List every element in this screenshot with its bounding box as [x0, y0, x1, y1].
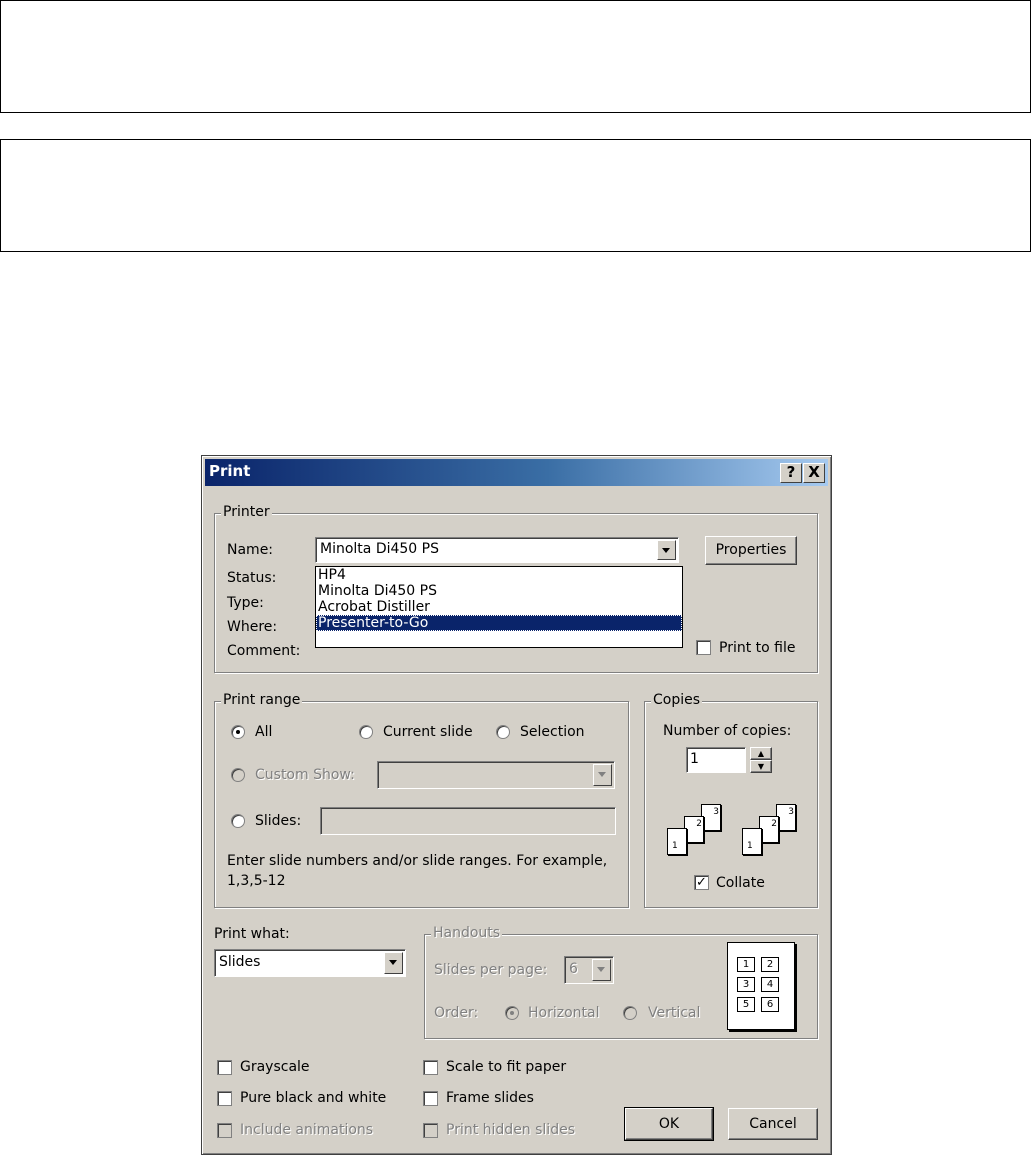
print-what-value: Slides [219, 954, 261, 970]
slides-per-page-value: 6 [569, 961, 578, 977]
custom-show-select[interactable] [377, 761, 615, 789]
include-animations-label: Include animations [240, 1122, 374, 1138]
range-all-radio[interactable] [231, 725, 245, 739]
printer-type-label: Type: [227, 595, 264, 611]
order-label: Order: [434, 1005, 479, 1021]
printer-name-label: Name: [227, 542, 274, 558]
printer-comment-label: Comment: [227, 643, 301, 659]
handout-cell: 4 [761, 977, 779, 992]
range-all-label: All [255, 724, 273, 740]
collate-page-3a-icon: 3 [701, 804, 721, 831]
grayscale-checkbox[interactable] [217, 1060, 232, 1075]
handout-layout-preview-icon [727, 942, 795, 1030]
properties-label: Properties [715, 542, 787, 558]
collate-page-1b-icon: 1 [742, 828, 762, 855]
scale-to-fit-checkbox[interactable] [423, 1060, 438, 1075]
empty-frame-second [0, 139, 1031, 252]
help-button[interactable]: ? [780, 463, 802, 483]
include-animations-checkbox[interactable] [217, 1123, 232, 1138]
dialog-title: Print [209, 462, 251, 480]
copies-spin-down[interactable]: ▼ [750, 760, 772, 773]
slides-input[interactable] [320, 807, 616, 835]
printer-option[interactable]: Minolta Di450 PS [318, 583, 437, 599]
title-bar [205, 459, 828, 486]
print-what-label: Print what: [214, 926, 290, 942]
order-vertical-label: Vertical [648, 1005, 701, 1021]
order-horizontal-label: Horizontal [528, 1005, 600, 1021]
chevron-down-icon[interactable] [592, 959, 611, 981]
cancel-label: Cancel [749, 1116, 797, 1132]
range-selection-label: Selection [520, 724, 585, 740]
printer-where-label: Where: [227, 619, 278, 635]
range-selection-radio[interactable] [496, 725, 510, 739]
printer-dropdown-list [315, 566, 683, 648]
print-to-file-checkbox[interactable] [696, 640, 711, 655]
handout-cell: 3 [737, 977, 755, 992]
range-current-label: Current slide [383, 724, 473, 740]
copies-label: Copies [653, 692, 701, 708]
handout-cell: 2 [761, 957, 779, 972]
collate-page-1a-icon: 1 [667, 828, 687, 855]
number-of-copies-label: Number of copies: [663, 723, 792, 739]
chevron-down-icon[interactable] [657, 540, 676, 560]
order-vertical-radio[interactable] [623, 1006, 637, 1020]
ok-button[interactable] [625, 1108, 713, 1140]
properties-button[interactable] [705, 536, 797, 565]
empty-frame-top [0, 0, 1031, 113]
grayscale-label: Grayscale [240, 1059, 310, 1075]
scale-to-fit-label: Scale to fit paper [446, 1059, 567, 1075]
close-button[interactable]: X [803, 463, 825, 483]
printer-option[interactable]: HP4 [318, 567, 346, 583]
slides-per-page-select[interactable] [564, 956, 614, 984]
frame-slides-label: Frame slides [446, 1090, 534, 1106]
order-horizontal-radio[interactable] [505, 1006, 519, 1020]
printer-option[interactable]: Acrobat Distiller [318, 599, 430, 615]
range-slides-label: Slides: [255, 813, 302, 829]
collate-page-3b-icon: 3 [776, 804, 796, 831]
collate-page-2b-icon: 2 [759, 816, 779, 843]
chevron-down-icon[interactable] [384, 952, 403, 974]
cancel-button[interactable] [728, 1108, 818, 1140]
pure-bw-checkbox[interactable] [217, 1091, 232, 1106]
printer-status-label: Status: [227, 570, 277, 586]
range-hint-line1: Enter slide numbers and/or slide ranges. For example, [227, 853, 608, 869]
collate-label: Collate [716, 875, 765, 891]
handout-cell: 1 [737, 957, 755, 972]
printer-name-value: Minolta Di450 PS [320, 541, 439, 557]
collate-page-2a-icon: 2 [684, 816, 704, 843]
print-hidden-checkbox[interactable] [423, 1123, 438, 1138]
printer-name-select[interactable] [315, 537, 679, 563]
print-what-select[interactable] [214, 949, 406, 977]
chevron-down-icon[interactable] [593, 764, 612, 786]
print-to-file-label: Print to file [719, 640, 796, 656]
range-current-radio[interactable] [359, 725, 373, 739]
printer-option-selected[interactable]: Presenter-to-Go [316, 615, 682, 631]
copies-value: 1 [690, 751, 699, 767]
printer-group-label: Printer [223, 504, 270, 520]
range-slides-radio[interactable] [231, 814, 245, 828]
pure-bw-label: Pure black and white [240, 1090, 387, 1106]
range-custom-radio[interactable] [231, 768, 245, 782]
handouts-label: Handouts [433, 925, 501, 941]
print-range-label: Print range [223, 692, 301, 708]
range-custom-label: Custom Show: [255, 767, 355, 783]
ok-label: OK [658, 1116, 680, 1132]
copies-input[interactable] [686, 747, 746, 773]
slides-per-page-label: Slides per page: [434, 962, 548, 978]
print-hidden-label: Print hidden slides [446, 1122, 575, 1138]
frame-slides-checkbox[interactable] [423, 1091, 438, 1106]
copies-spin-up[interactable]: ▲ [750, 747, 772, 760]
print-dialog [201, 455, 832, 1155]
handout-cell: 5 [737, 997, 755, 1012]
handout-cell: 6 [761, 997, 779, 1012]
range-hint-line2: 1,3,5-12 [227, 873, 286, 889]
collate-checkbox[interactable]: ✓ [694, 875, 709, 890]
